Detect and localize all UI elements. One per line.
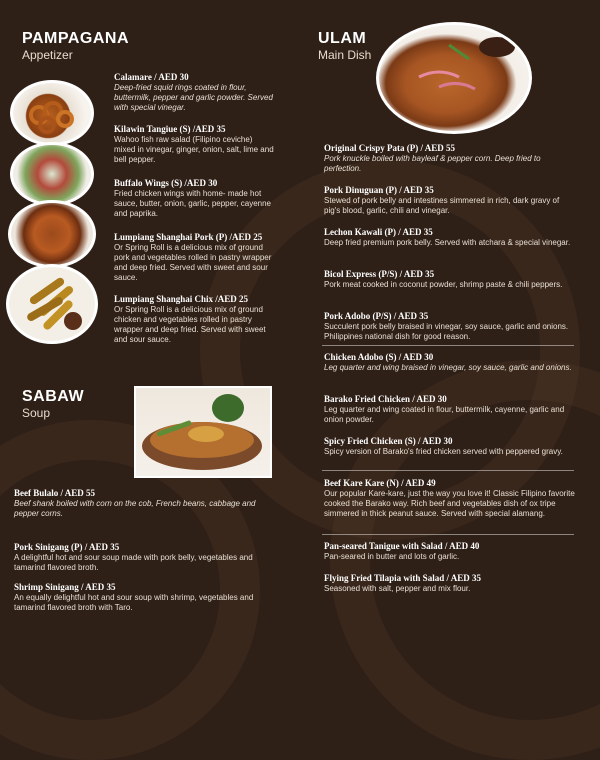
pampagana-title: PAMPAGANA bbox=[22, 30, 130, 47]
menu-item-calamare bbox=[114, 72, 274, 113]
menu-item-pork-dinuguan bbox=[324, 185, 576, 216]
item-desc: Beef shank boiled with corn on the cob, French beans, cabbage and pepper corns. bbox=[14, 499, 256, 518]
item-desc: A delightful hot and sour soup made with pork belly, vegetables and tamarind flavored broth. bbox=[14, 553, 253, 572]
item-name: Pork Adobo (P/S) / AED 35 bbox=[324, 311, 429, 321]
menu-item-buffalo-wings bbox=[114, 178, 274, 219]
item-name: Beef Kare Kare (N) / AED 49 bbox=[324, 478, 436, 488]
calamare-photo bbox=[10, 80, 94, 146]
item-desc: Pork knuckle boiled with bayleaf & pepper corn. Deep fried to perfection. bbox=[324, 154, 541, 173]
item-name: Pan-seared Tanigue with Salad / AED 40 bbox=[324, 541, 480, 551]
main-dish-art bbox=[379, 25, 529, 131]
pampagana-subtitle: Appetizer bbox=[22, 48, 73, 62]
item-desc: Fried chicken wings with home- made hot sauce, butter, onion, garlic, pepper, cayenne and paprika. bbox=[114, 189, 271, 218]
item-desc: Pan-seared in butter and lots of garlic. bbox=[324, 552, 460, 561]
ulam-title: ULAM bbox=[318, 30, 367, 47]
item-desc: Or Spring Roll is a delicious mix of ground pork and vegetables rolled in pastry wrapper and deep fried. Served with sweet and sour sauce. bbox=[114, 243, 272, 282]
item-name: Original Crispy Pata (P) / AED 55 bbox=[324, 143, 455, 153]
menu-item-shrimp-sinigang bbox=[14, 582, 276, 613]
menu-item-pan-seared-tanigue bbox=[324, 541, 576, 562]
item-name: Shrimp Sinigang / AED 35 bbox=[14, 582, 116, 592]
main-dish-photo bbox=[376, 22, 532, 134]
item-desc: Leg quarter and wing braised in vinegar, soy sauce, garlic and onions. bbox=[324, 363, 572, 372]
item-name: Bicol Express (P/S) / AED 35 bbox=[324, 269, 435, 279]
item-name: Barako Fried Chicken / AED 30 bbox=[324, 394, 447, 404]
item-desc: Spicy version of Barako's fried chicken served with peppered gravy. bbox=[324, 447, 563, 456]
item-name: Flying Fried Tilapia with Salad / AED 35 bbox=[324, 573, 481, 583]
item-desc: Wahoo fish raw salad (Filipino ceviche) mixed in vinegar, ginger, onion, salt, lime and bell pepper. bbox=[114, 135, 274, 164]
item-name: Kilawin Tangiue (S) /AED 35 bbox=[114, 124, 226, 134]
item-desc: Leg quarter and wing coated in flour, buttermilk, cayenne, garlic and onion powder. bbox=[324, 405, 565, 424]
item-name: Pork Dinuguan (P) / AED 35 bbox=[324, 185, 434, 195]
soup-bowl-art bbox=[136, 388, 270, 476]
item-desc: Pork meat cooked in coconut powder, shrimp paste & chili peppers. bbox=[324, 280, 563, 289]
menu-item-beef-kare-kare bbox=[324, 478, 576, 519]
item-desc: Deep-fried squid rings coated in flour, buttermilk, pepper and garlic powder. Served with special vinegar. bbox=[114, 83, 273, 112]
item-name: Spicy Fried Chicken (S) / AED 30 bbox=[324, 436, 453, 446]
item-name: Buffalo Wings (S) /AED 30 bbox=[114, 178, 218, 188]
menu-item-spicy-fried-chicken bbox=[324, 436, 576, 457]
ulam-subtitle: Main Dish bbox=[318, 48, 372, 62]
menu-item-crispy-pata bbox=[324, 143, 576, 174]
menu-item-lumpia-pork bbox=[114, 232, 274, 283]
calamare-rings bbox=[13, 83, 91, 143]
lumpia-photo bbox=[6, 264, 98, 344]
menu-item-lechon-kawali bbox=[324, 227, 576, 248]
menu-item-flying-fried-tilapia bbox=[324, 573, 576, 594]
item-desc: Stewed of pork belly and intestines simmered in rich, dark gravy of pig's blood, garlic, chili and vinegar. bbox=[324, 196, 560, 215]
item-name: Lumpiang Shanghai Chix /AED 25 bbox=[114, 294, 249, 304]
item-desc: Succulent pork belly braised in vinegar, soy sauce, garlic and onions. Philippines national dish for good reason. bbox=[324, 322, 569, 341]
sabaw-subtitle: Soup bbox=[22, 406, 51, 420]
item-name: Chicken Adobo (S) / AED 30 bbox=[324, 352, 434, 362]
menu-item-bicol-express bbox=[324, 269, 576, 290]
item-name: Lechon Kawali (P) / AED 35 bbox=[324, 227, 433, 237]
item-name: Pork Sinigang (P) / AED 35 bbox=[14, 542, 120, 552]
menu-item-lumpia-chix bbox=[114, 294, 274, 345]
lumpia-rolls bbox=[9, 267, 95, 341]
item-desc: Our popular Kare-kare, just the way you love it! Classic Filipino favorite cooked the Barako way. Rich beef and vegetables dish of ox tripe simmered in thick peanut sauce. Served with special alamang. bbox=[324, 489, 575, 518]
kilawin-photo bbox=[10, 142, 94, 206]
item-desc: Seasoned with salt, pepper and mix flour. bbox=[324, 584, 471, 593]
menu-item-chicken-adobo bbox=[324, 352, 576, 373]
item-desc: An equally delightful hot and sour soup with shrimp, vegetables and tamarind flavored broth with Taro. bbox=[14, 593, 254, 612]
sabaw-title: SABAW bbox=[22, 388, 85, 405]
section-divider bbox=[322, 534, 574, 535]
section-divider bbox=[322, 345, 574, 346]
item-name: Beef Bulalo / AED 55 bbox=[14, 488, 96, 498]
menu-item-pork-sinigang bbox=[14, 542, 276, 573]
section-divider bbox=[322, 470, 574, 471]
item-desc: Deep fried premium pork belly. Served with atchara & special vinegar. bbox=[324, 238, 571, 247]
menu-item-kilawin bbox=[114, 124, 274, 165]
item-name: Calamare / AED 30 bbox=[114, 72, 189, 82]
buffalo-wings-photo bbox=[8, 200, 96, 268]
item-desc: Or Spring Roll is a delicious mix of ground chicken and vegetables rolled in pastry wrapper and deep fried. Served with sweet and sour sauce. bbox=[114, 305, 266, 344]
menu-item-barako-fried-chicken bbox=[324, 394, 576, 425]
menu-item-pork-adobo bbox=[324, 311, 576, 342]
menu-item-beef-bulalo bbox=[14, 488, 276, 519]
item-name: Lumpiang Shanghai Pork (P) /AED 25 bbox=[114, 232, 263, 242]
soup-photo bbox=[134, 386, 272, 478]
